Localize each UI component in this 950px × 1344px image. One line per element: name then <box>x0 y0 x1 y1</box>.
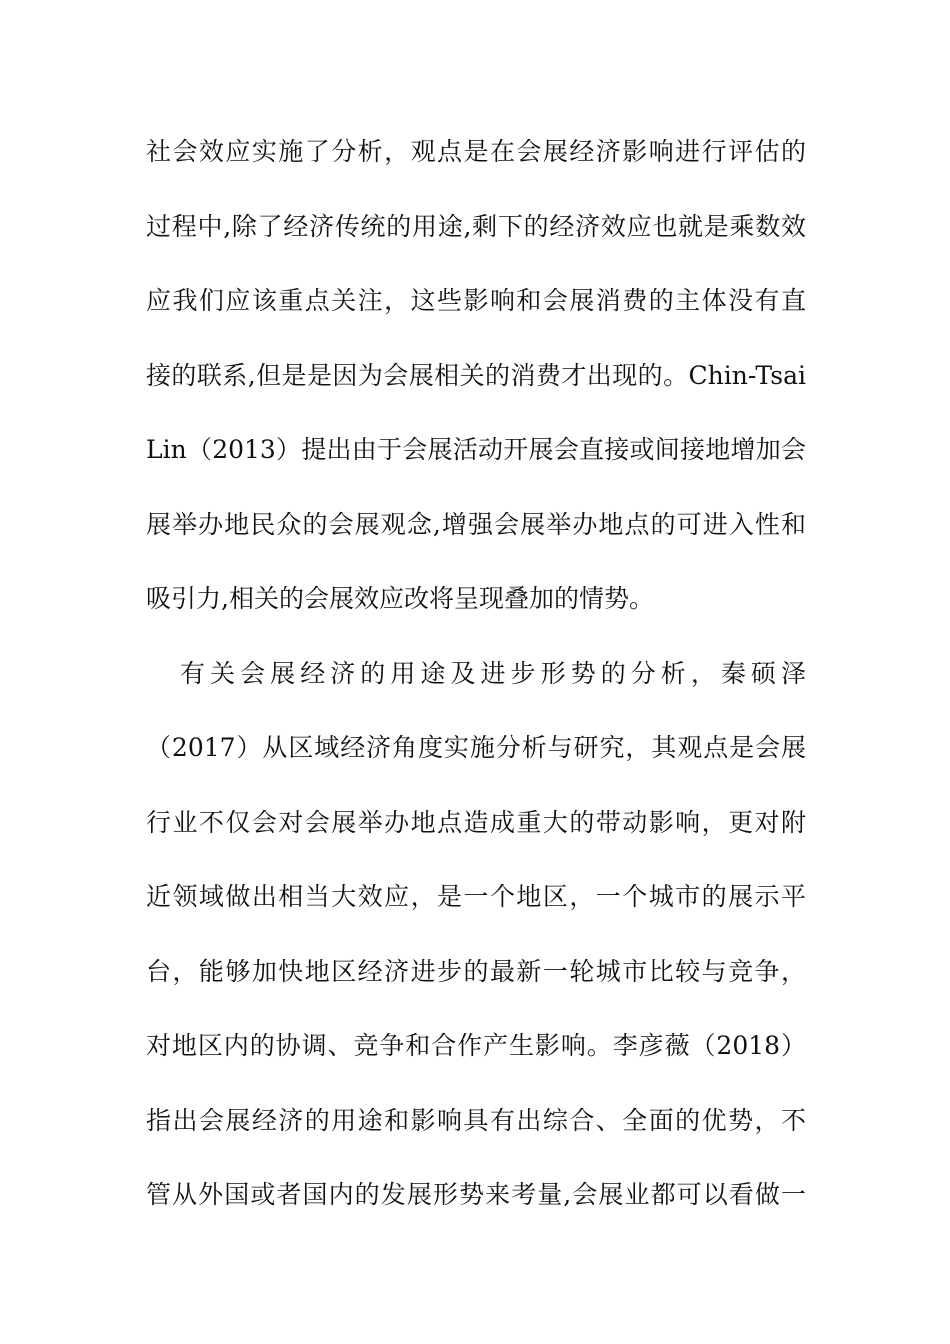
text-line: Lin（2013）提出由于会展活动开展会直接或间接地增加会 <box>146 435 806 464</box>
text-line: 行业不仅会对会展举办地点造成重大的带动影响，更对附 <box>146 807 806 837</box>
body-text <box>146 124 806 1242</box>
paragraph-1 <box>146 124 806 646</box>
text-line: 社会效应实施了分析，观点是在会展经济影响进行评估的 <box>146 137 806 166</box>
text-line: 应我们应该重点关注，这些影响和会展消费的主体没有直 <box>146 286 806 315</box>
text-line: 过程中,除了经济传统的用途,剩下的经济效应也就是乘数效 <box>146 211 806 241</box>
text-line: 台，能够加快地区经济进步的最新一轮城市比较与竞争， <box>146 956 806 986</box>
text-line: 近领域做出相当大效应，是一个地区，一个城市的展示平 <box>146 882 806 911</box>
text-line: 吸引力,相关的会展效应改将呈现叠加的情势。 <box>146 584 654 613</box>
text-line: 展举办地民众的会展观念,增强会展举办地点的可进入性和 <box>146 509 806 539</box>
paragraph-2 <box>146 646 806 1242</box>
text-line: 指出会展经济的用途和影响具有出综合、全面的优势，不 <box>146 1105 806 1135</box>
text-line: 对地区内的协调、竞争和合作产生影响。李彦薇（2018） <box>146 1031 806 1060</box>
text-line: 接的联系,但是是因为会展相关的消费才出现的。Chin-Tsai <box>146 360 806 390</box>
text-line: （2017）从区域经济角度实施分析与研究，其观点是会展 <box>146 733 806 762</box>
text-line: 管从外国或者国内的发展形势来考量,会展业都可以看做一 <box>146 1180 806 1209</box>
text-line: 有关会展经济的用途及进步形势的分析，秦硕泽 <box>180 658 806 688</box>
